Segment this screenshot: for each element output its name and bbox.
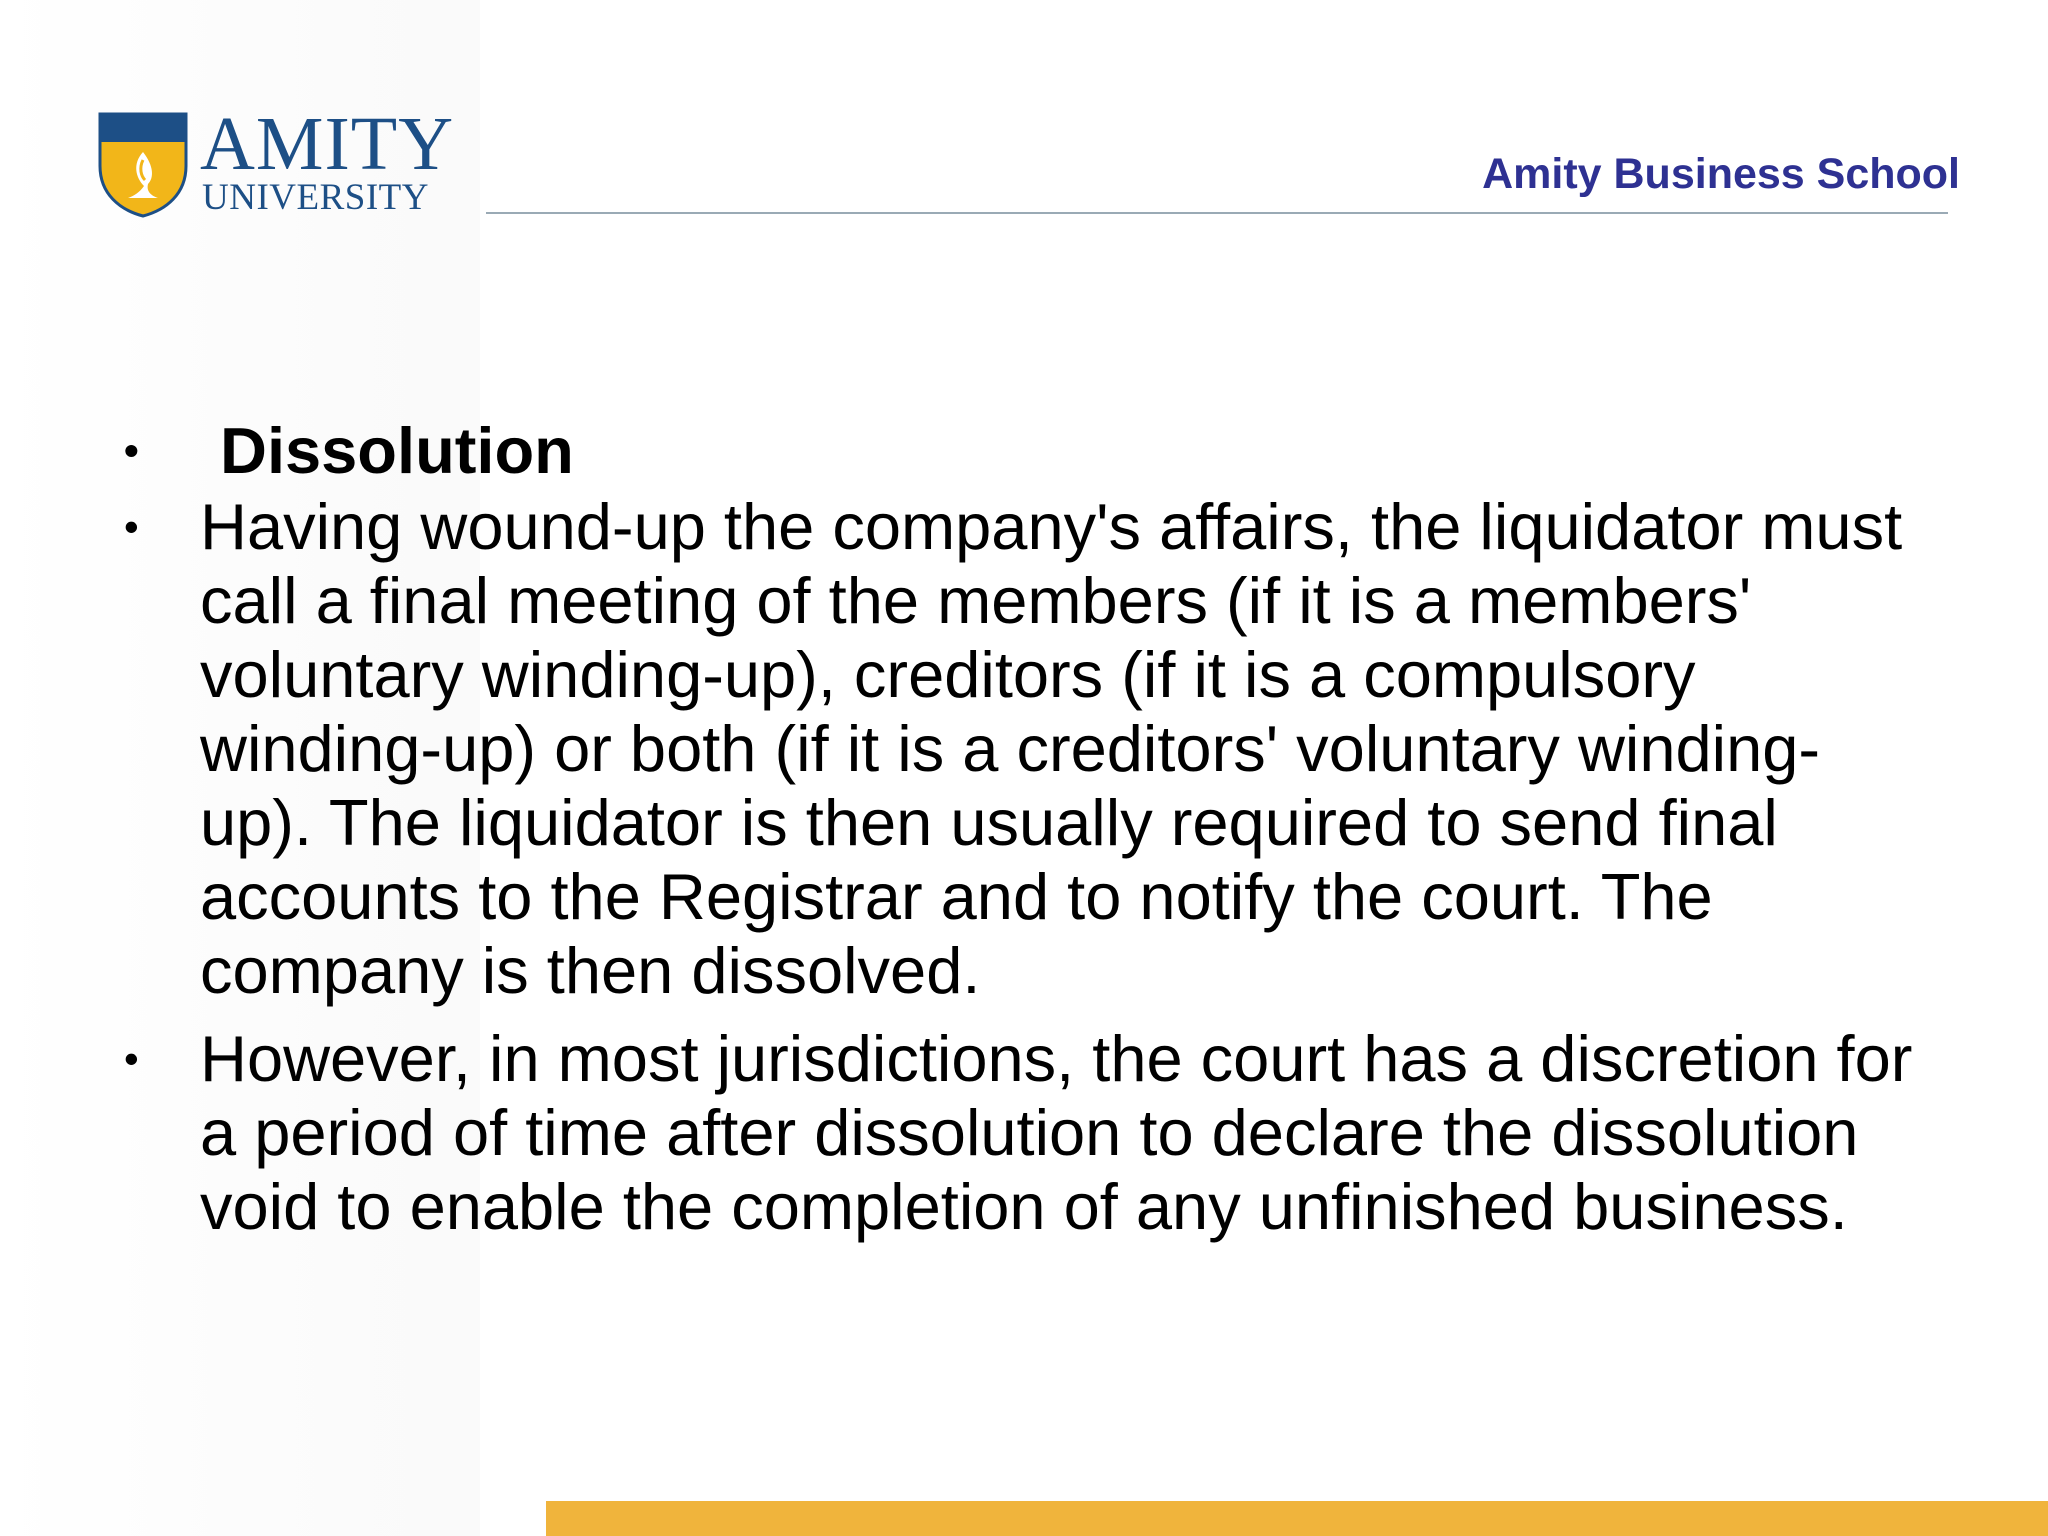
- slide-content: [120, 414, 1920, 1258]
- bullet-item: [120, 1022, 1920, 1244]
- header-divider: [486, 212, 1948, 214]
- bullet-dot: •: [124, 1035, 139, 1082]
- bullet-text: Having wound-up the company's affairs, the liquidator must call a final meeting of the members (if it is a members' voluntary winding-up), creditors (if it is a compulsory winding-up) or both (if it is a creditors' voluntary winding-up). The liquidator is then usually required to send final accounts to the Registrar and to notify the court. The company is then dissolved.: [200, 490, 1903, 1007]
- logo-subtitle: UNIVERSITY: [202, 177, 429, 218]
- amity-university-logo: [96, 102, 455, 220]
- bullet-text: However, in most jurisdictions, the court has a discretion for a period of time after dissolution to declare the dissolution void to enable the completion of any unfinished business.: [200, 1022, 1913, 1243]
- bullet-item: [120, 490, 1920, 1008]
- bullet-list: [120, 414, 1920, 1244]
- logo-wordmark: AMITY: [200, 102, 455, 186]
- footer-accent-bar: [546, 1501, 2048, 1536]
- bullet-heading: [120, 414, 1920, 488]
- bullet-text: Dissolution: [220, 414, 574, 487]
- school-name: Amity Business School: [1482, 150, 1960, 198]
- bullet-dot: •: [124, 427, 139, 474]
- amity-shield-icon: [96, 108, 190, 218]
- bullet-dot: •: [124, 503, 139, 550]
